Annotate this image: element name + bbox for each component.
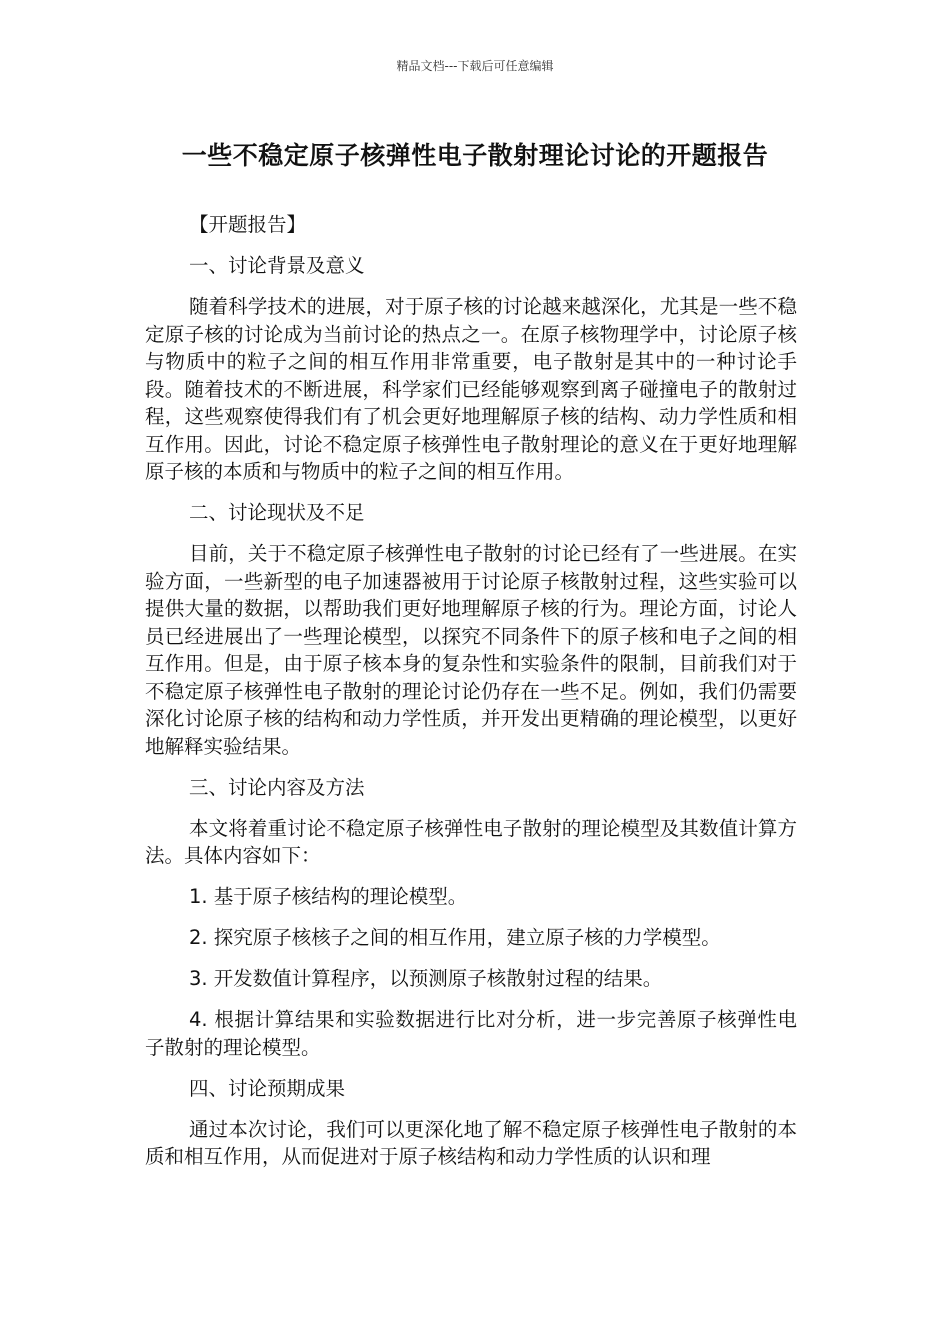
list-item: 1. 基于原子核结构的理论模型。 [189,885,468,908]
paragraph-content-methods: 本文将着重讨论不稳定原子核弹性电子散射的理论模型及其数值计算方法。具体内容如下： [145,816,797,867]
paragraph-expected-results: 通过本次讨论，我们可以更深化地了解不稳定原子核弹性电子散射的本质和相互作用，从而促进对于原子核结构和动力学性质的认识和理 [145,1117,797,1168]
paragraph-status: 目前，关于不稳定原子核弹性电子散射的讨论已经有了一些进展。在实验方面，一些新型的电子加速器被用于讨论原子核散射过程，这些实验可以提供大量的数据，以帮助我们更好地理解原子核的行为。理论方面，讨论人员已经进展出了一些理论模型，以探究不同条件下的原子核和电子之间的相互作用。但是，由于原子核本身的复杂性和实验条件的限制，目前我们对于不稳定原子核弹性电子散射的理论讨论仍存在一些不足。例如，我们仍需要深化讨论原子核的结构和动力学性质，并开发出更精确的理论模型，以更好地解释实验结果。 [145,542,797,758]
section-heading-background: 一、讨论背景及意义 [189,254,365,277]
paragraph-background: 随着科学技术的进展，对于原子核的讨论越来越深化，尤其是一些不稳定原子核的讨论成为当前讨论的热点之一。在原子核物理学中，讨论原子核与物质中的粒子之间的相互作用非常重要，电子散射是其中的一种讨论手段。随着技术的不断进展，科学家们已经能够观察到离子碰撞电子的散射过程，这些观察使得我们有了机会更好地理解原子核的结构、动力学性质和相互作用。因此，讨论不稳定原子核弹性电子散射理论的意义在于更好地理解原子核的本质和与物质中的粒子之间的相互作用。 [145,295,797,483]
list-item: 4. 根据计算结果和实验数据进行比对分析，进一步完善原子核弹性电子散射的理论模型。 [145,1008,797,1059]
section-heading-status: 二、讨论现状及不足 [189,501,365,524]
page-header-note: 精品文档---下载后可任意编辑 [396,59,554,73]
list-item: 2. 探究原子核核子之间的相互作用，建立原子核的力学模型。 [189,926,721,949]
section-heading-expected-results: 四、讨论预期成果 [189,1076,346,1100]
document-body [145,211,797,1184]
list-item: 3. 开发数值计算程序，以预测原子核散射过程的结果。 [189,967,663,990]
document-title: 一些不稳定原子核弹性电子散射理论讨论的开题报告 [181,141,769,170]
report-tag: 【开题报告】 [189,213,307,236]
section-heading-content-methods: 三、讨论内容及方法 [189,775,365,799]
